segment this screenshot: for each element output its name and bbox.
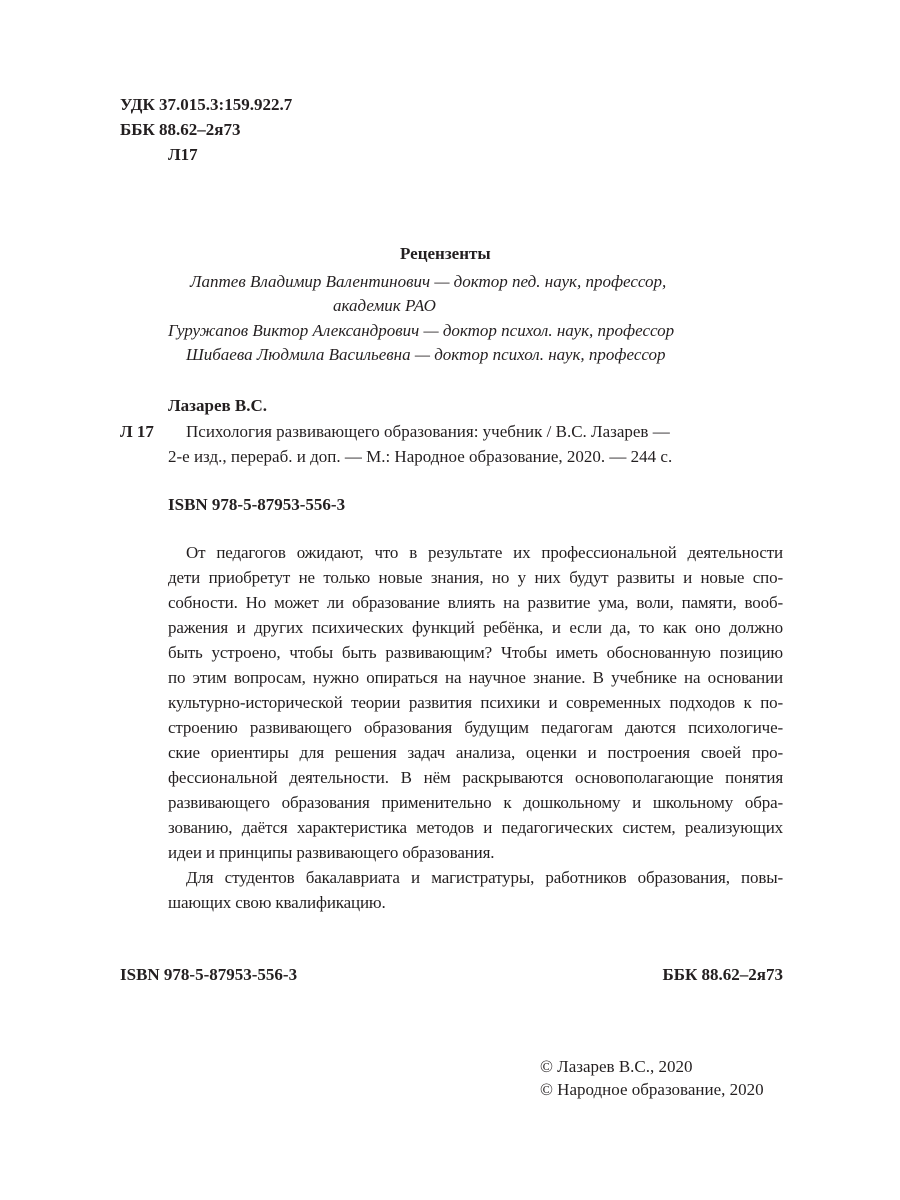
reviewer-line: академик РАО <box>333 296 436 315</box>
record-line: 2-е изд., перераб. и доп. — М.: Народное образование, 2020. — 244 с. <box>168 447 673 466</box>
annotation-line: зованию, даётся характеристика методов и педагогических систем, реализующих <box>168 818 783 837</box>
annotation-line: дети приобретут не только новые знания, но у них будут развиты и новые спо- <box>168 568 783 587</box>
footer-isbn: ISBN 978-5-87953-556-3 <box>120 965 298 984</box>
annotation-line: по этим вопросам, нужно опираться на научное знание. В учебнике на основании <box>168 668 783 687</box>
reviewers-title: Рецензенты <box>400 244 491 263</box>
annotation-line: быть устроено, чтобы быть развивающим? Чтобы иметь обоснованную позицию <box>168 643 783 662</box>
annotation-line: идеи и принципы развивающего образования. <box>168 843 495 862</box>
annotation-line: шающих свою квалификацию. <box>168 893 386 912</box>
bbk-code: ББК 88.62–2я73 <box>120 120 241 139</box>
record-isbn: ISBN 978-5-87953-556-3 <box>168 495 346 514</box>
udk-code: УДК 37.015.3:159.922.7 <box>120 95 293 114</box>
footer-bbk: ББК 88.62–2я73 <box>662 965 783 984</box>
annotation-line: Для студентов бакалавриата и магистратуры, работников образования, повы- <box>186 868 783 887</box>
annotation-line: От педагогов ожидают, что в результате их профессиональной деятельности <box>186 543 783 562</box>
annotation-line: ские ориентиры для решения задач анализа, оценки и построения своей про- <box>168 743 783 762</box>
record-line: Психология развивающего образования: учебник / В.С. Лазарев — <box>186 422 670 441</box>
copyright-line: © Народное образование, 2020 <box>540 1080 764 1099</box>
annotation-line: строению развивающего образования будущим педагогам даются психологиче- <box>168 718 783 737</box>
annotation-line: фессиональной деятельности. В нём раскрываются основополагающие понятия <box>168 768 783 787</box>
reviewer-line: Лаптев Владимир Валентинович — доктор пед. наук, профессор, <box>190 272 667 291</box>
record-mark: Л 17 <box>120 422 154 441</box>
reviewer-line: Гуружапов Виктор Александрович — доктор психол. наук, профессор <box>168 321 675 340</box>
annotation-line: культурно-исторической теории развития психики и современных подходов к по- <box>168 693 783 712</box>
author-mark: Л17 <box>168 145 198 164</box>
record-author: Лазарев В.С. <box>168 396 268 415</box>
annotation-line: ражения и других психических функций ребёнка, и если да, то как оно должно <box>168 618 783 637</box>
reviewer-line: Шибаева Людмила Васильевна — доктор психол. наук, профессор <box>186 345 666 364</box>
copyright-line: © Лазарев В.С., 2020 <box>540 1057 693 1076</box>
annotation-line: развивающего образования применительно к дошкольному и школьному обра- <box>168 793 783 812</box>
annotation-line: собности. Но может ли образование влиять на развитие ума, воли, памяти, вооб- <box>168 593 783 612</box>
